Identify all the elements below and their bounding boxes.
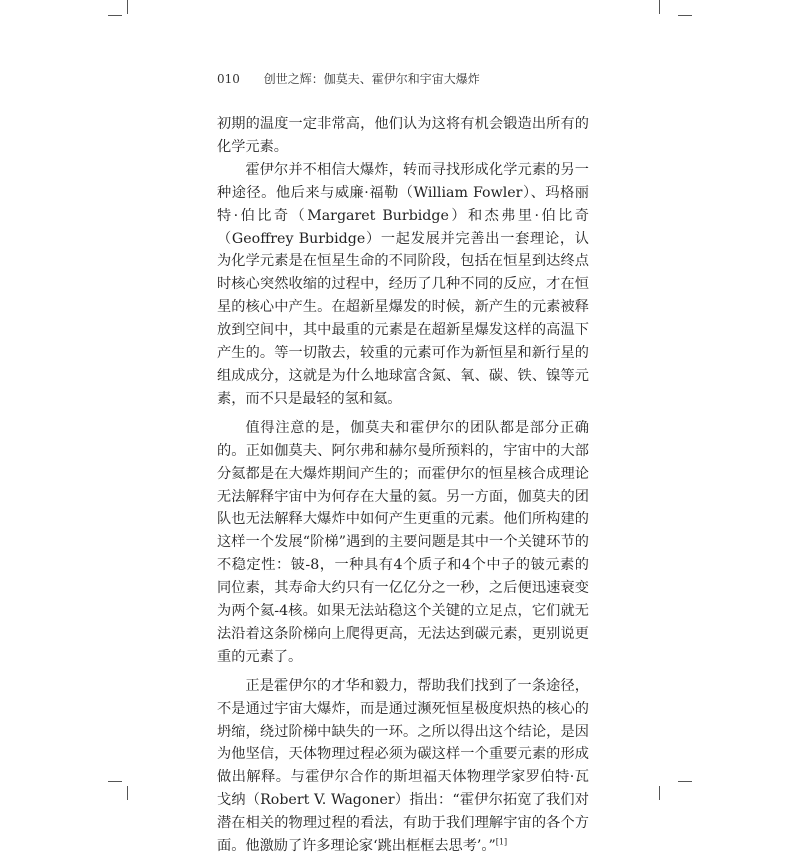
crop-mark-bottom-left-h [108,781,122,782]
crop-mark-bottom-left-v [127,786,128,800]
crop-mark-bottom-right-h [678,781,692,782]
running-title: 创世之辉：伽莫夫、霍伊尔和宇宙大爆炸 [263,72,480,86]
page-number: 010 [217,72,240,86]
body-text [217,113,589,858]
paragraph-1: 初期的温度一定非常高，他们认为这将有机会锻造出所有的化学元素。 [217,116,589,155]
crop-mark-top-right-h [678,15,692,16]
running-header [217,70,480,87]
footnote-ref[interactable]: [1] [495,837,508,847]
crop-mark-top-left-v [127,0,128,14]
crop-mark-bottom-right-v [659,786,660,800]
paragraph-3: 值得注意的是，伽莫夫和霍伊尔的团队都是部分正确的。正如伽莫夫、阿尔弗和赫尔曼所预料的，宇宙中的大部分氦都是在大爆炸期间产生的；而霍伊尔的恒星核合成理论无法解释宇宙中为何存在大量的氦。另一方面，伽莫夫的团队也无法解释大爆炸中如何产生更重的元素。他们所构建的这样一个发展“阶梯”遇到的主要问题是其中一个关键环节的不稳定性：铍-8，一种具有4个质子和4个中子的铍元素的同位素，其寿命大约只有一亿亿分之一秒，之后便迅速衰变为两个氦-4核。如果无法站稳这个关键的立足点，它们就无法沿着这条阶梯向上爬得更高，无法达到碳元素，更别说更重的元素了。 [217,419,589,665]
paragraph-4 [217,675,589,858]
crop-mark-top-left-h [108,15,122,16]
paragraph-2: 霍伊尔并不相信大爆炸，转而寻找形成化学元素的另一种途径。他后来与威廉·福勒（William Fowler）、玛格丽特·伯比奇（Margaret Burbidge）和杰弗里·伯比奇（Geoffrey Burbidge）一起发展并完善出一套理论，认为化学元素是在恒星生命的不同阶段，包括在恒星到达终点时核心突然收缩的过程中，经历了几种不同的反应，才在恒星的核心中产生。在超新星爆发的时候，新产生的元素被释放到空间中，其中最重的元素是在超新星爆发这样的高温下产生的。等一切散去，较重的元素可作为新恒星和新行星的组成成分，这就是为什么地球富含氮、氧、碳、铁、镍等元素，而不只是最轻的氢和氦。 [217,161,589,407]
crop-mark-top-right-v [659,0,660,14]
paragraph-4-text: 正是霍伊尔的才华和毅力，帮助我们找到了一条途径，不是通过宇宙大爆炸，而是通过濒死恒星极度炽热的核心的坍缩，绕过阶梯中缺失的一环。之所以得出这个结论，是因为他坚信，天体物理过程必须为碳这样一个重要元素的形成做出解释。与霍伊尔合作的斯坦福天体物理学家罗伯特·瓦戈纳（Robert V. Wagoner）指出：“霍伊尔拓宽了我们对潜在相关的物理过程的看法，有助于我们理解宇宙的各个方面。他激励了许多理论家‘跳出框框去思考’。” [217,677,589,855]
